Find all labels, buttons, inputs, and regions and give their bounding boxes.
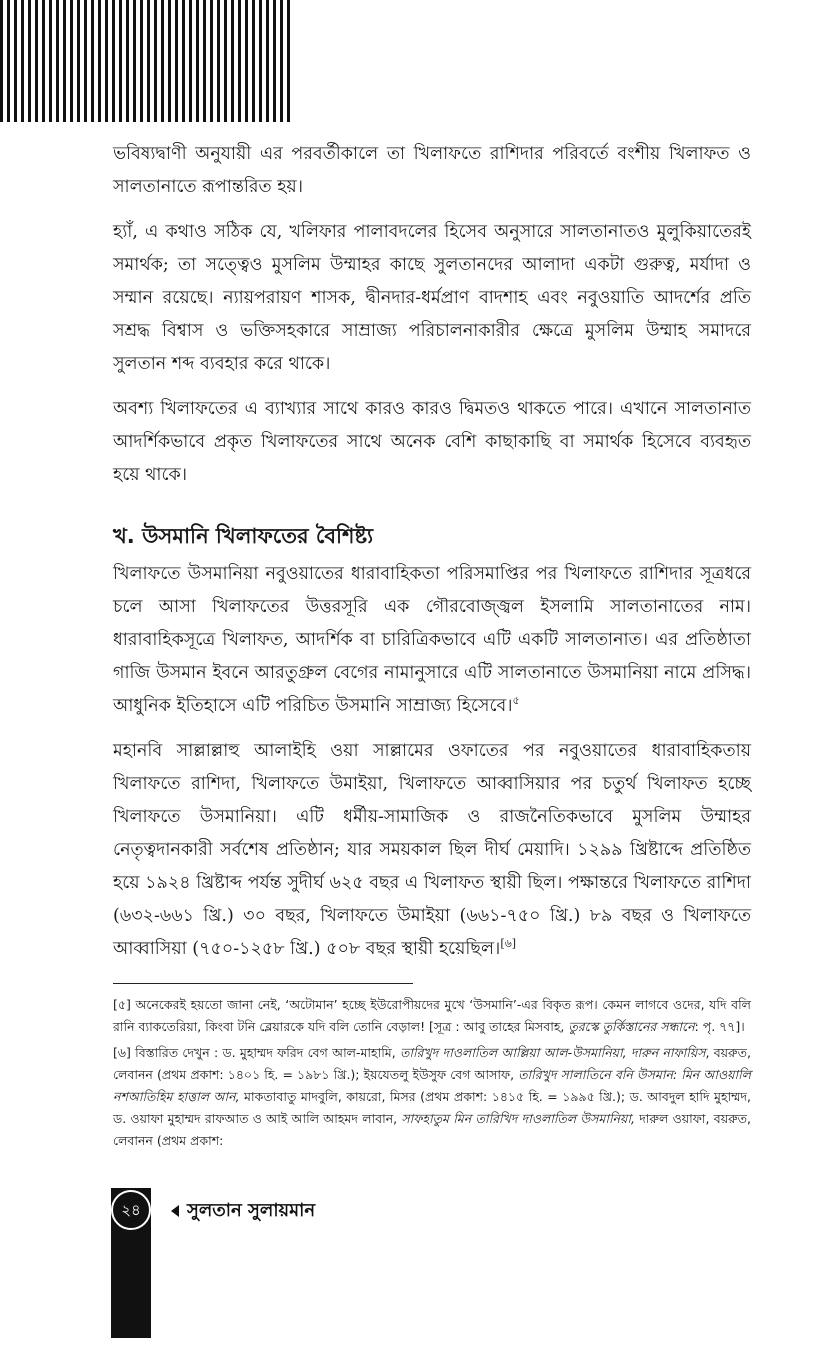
section-heading: খ. উসমানি খিলাফতের বৈশিষ্ট্য (113, 524, 374, 548)
footnotes (113, 994, 751, 1156)
fn5-title: তুরস্কে তুর্কিস্তানের সন্ধানে (568, 1019, 695, 1034)
paragraph-5-text: মহানবি সাল্লাল্লাহু আলাইহি ওয়া সাল্লামের ওফাতের পর নবুওয়াতের ধারাবাহিকতায় খিলাফতে রাশিদা, খিলাফতে উমাইয়া, খিলাফতে আব্বাসিয়ার পর চতুর্থ খিলাফত হচ্ছে খিলাফতে উসমানিয়া। এটি ধর্মীয়-সামাজিক ও রাজনৈতিকভাবে মুসলিম উম্মাহর নেতৃত্বদানকারী সর্বশেষ প্রতিষ্ঠান; যার সময়কাল ছিল দীর্ঘ মেয়াদি। ১২৯৯ খ্রিষ্টাব্দে প্রতিষ্ঠিত হয়ে ১৯২৪ খ্রিষ্টাব্দ পর্যন্ত সুদীর্ঘ ৬২৫ বছর এ খিলাফত স্থায়ী ছিল। পক্ষান্তরে খিলাফতে রাশিদা (৬৩২-৬৬১ খ্রি.) ৩০ বছর, খিলাফতে উমাইয়া (৬৬১-৭৫০ খ্রি.) ৮৯ বছর ও খিলাফতে আব্বাসিয়া (৭৫০-১২৫৮ খ্রি.) ৫০৮ বছর স্থায়ী হয়েছিল। (113, 741, 751, 959)
fn5-text-a: [৫] অনেকেরই হয়তো জানা নেই, ‘অটোমান’ হচ্ছে ইউরোপীয়দের মুখে ‘উসমানি’-এর বিকৃত রূপ। কেমন লাগবে ওদের, যদি বলি রানি ব্যাকতেরিয়া, কিংবা টনি ব্লেয়ারকে যদি বলি তোনি বেড়াল! [সূত্র : আবু তাহের মিসবাহ, (113, 997, 751, 1034)
paragraph-5 (113, 735, 751, 966)
fn6-text-b: , বয়রুত, লেবানন (প্রথম প্রকাশ: ১৪০১ হি. = ১৯৮১ খ্রি.); ইয়যেতলু ইউসুফ বেগ আসাফ, (113, 1045, 751, 1082)
paragraph-4 (113, 558, 751, 723)
paragraph-3: অবশ্য খিলাফতের এ ব্যাখ্যার সাথে কারও কারও দ্বিমতও থাকতে পারে। এখানে সালতানাত আদর্শিকভাবে প্রকৃত খিলাফতের সাথে অনেক বেশি কাছাকাছি বা সমার্থক হিসেবে ব্যবহৃত হয়ে থাকে। (113, 399, 751, 485)
triangle-left-icon (171, 1205, 179, 1217)
footnote-5 (113, 994, 751, 1038)
barcode-decoration (0, 0, 290, 122)
paragraph-2: হ্যাঁ, এ কথাও সঠিক যে, খলিফার পালাবদলের হিসেব অনুসারে সালতানাতও মুলুকিয়াতেরই সমার্থক; তা সত্ত্বেও মুসলিম উম্মাহর কাছে সুলতানদের আলাদা একটা গুরুত্ব, মর্যাদা ও সম্মান রয়েছে। ন্যায়পরায়ণ শাসক, দ্বীনদার-ধর্মপ্রাণ বাদশাহ এবং নবুওয়াতি আদর্শের প্রতি সশ্রদ্ধ বিশ্বাস ও ভক্তিসহকারে সাম্রাজ্য পরিচালনাকারীর ক্ষেত্রে মুসলিম উম্মাহ সমাদরে সুলতান শব্দ ব্যবহার করে থাকে। (113, 222, 751, 374)
fn6-text-d: দারুল ওয়াফা, বয়রুত, লেবানন (প্রথম প্রকাশ: (113, 1111, 752, 1148)
book-title: সুলতান সুলায়মান (187, 1200, 316, 1221)
fn6-text-a: [৬] বিস্তারিত দেখুন : ড. মুহাম্মদ ফরিদ বেগ আল-মাহামি, (113, 1045, 400, 1060)
fn6-text-c: মাকতাবাতু মাদবুলি, কায়রো, মিসর (প্রথম প্রকাশ: ১৪১৫ হি. = ১৯৯৫ খ্রি.); ড. আবদুল হাদি মুহাম্মদ, ড. ওয়াফা মুহাম্মদ রাফআত ও আই আলি আহমদ লাবান, (113, 1089, 751, 1126)
fn6-title-3: সাফহাতুম মিন তারিখিদ দাওলাতিল উসমানিয়া, (401, 1111, 635, 1126)
fn5-text-b: : পৃ. ৭৭]। (694, 1019, 745, 1034)
paragraph-4-text: খিলাফতে উসমানিয়া নবুওয়াতের ধারাবাহিকতা পরিসমাপ্তির পর খিলাফতে রাশিদার সূত্রধরে চলে আসা খিলাফতের উত্তরসূরি এক গৌরবোজ্জ্বল ইসলামি সালতানাতের নাম। ধারাবাহিকসূত্রে খিলাফত, আদর্শিক বা চারিত্রিকভাবে এটি একটি সালতানাত। এর প্রতিষ্ঠাতা গাজি উসমান ইবনে আরতুগ্রুল বেগের নামানুসারে এটি সালতানাতে উসমানিয়া নামে প্রসিদ্ধ। আধুনিক ইতিহাসে এটি পরিচিত উসমানি সাম্রাজ্য হিসেবে। (113, 564, 751, 716)
footnote-divider (113, 983, 413, 984)
footnote-ref-5[interactable]: ৫ (512, 694, 520, 708)
paragraph-1: ভবিষ্যদ্বাণী অনুযায়ী এর পরবর্তীকালে তা খিলাফতে রাশিদার পরিবর্তে বংশীয় খিলাফত ও সালতানাতে রূপান্তরিত হয়। (113, 144, 751, 197)
footnote-6 (113, 1042, 751, 1152)
main-text (113, 138, 751, 978)
page-number: ২৪ (111, 1190, 151, 1230)
running-footer (171, 1196, 315, 1227)
footnote-ref-6[interactable]: [৬] (500, 937, 517, 951)
fn6-title-2: তারিখুদ সালাতিনে বনি উসমান: মিন আওয়ালি নশআতিহিম হাত্তাল আন, (113, 1067, 751, 1104)
fn6-title-1: তারিখুদ দাওলাতিল আল্লিয়া আল-উসমানিয়া, দারুন নাফায়িস (400, 1045, 706, 1060)
